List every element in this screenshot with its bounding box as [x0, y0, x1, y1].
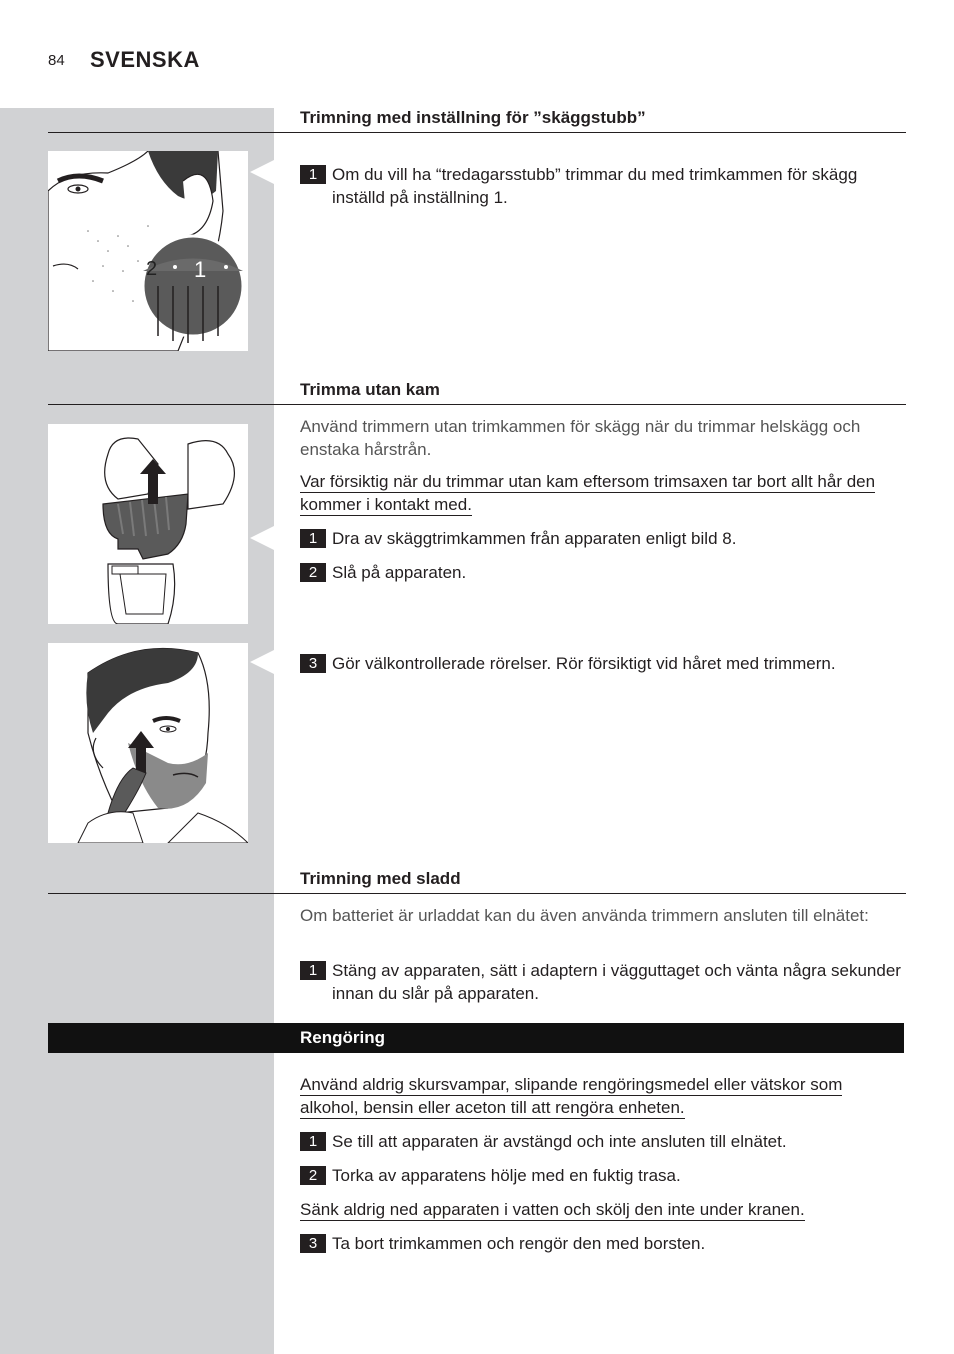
- step-number: 2: [300, 1166, 326, 1185]
- remove-comb-illustration: [48, 424, 248, 624]
- section-rule: [48, 893, 906, 894]
- warning-paragraph: [300, 1073, 904, 1119]
- step-number: 1: [300, 961, 326, 980]
- pointer-notch: [250, 160, 274, 184]
- step-text: Om du vill ha “tredagarsstubb” trimmar du med trimkammen för skägg inställd på inställning 1.: [332, 165, 858, 207]
- step-number: 3: [300, 654, 326, 673]
- warning-paragraph: [300, 470, 904, 516]
- warning-paragraph: [300, 1198, 904, 1221]
- page-number: 84: [48, 52, 65, 69]
- intro-paragraph: Om batteriet är urladdat kan du även använda trimmern ansluten till elnätet:: [300, 906, 869, 925]
- step-number: 2: [300, 563, 326, 582]
- intro-paragraph: Använd trimmern utan trimkammen för skägg när du trimmar helskägg och enstaka hårstrån.: [300, 417, 861, 459]
- step-text: Stäng av apparaten, sätt i adaptern i vägguttaget och vänta några sekunder innan du slår på apparaten.: [332, 961, 901, 1003]
- step-text: Gör välkontrollerade rörelser. Rör försiktigt vid håret med trimmern.: [332, 654, 836, 673]
- step-text: Dra av skäggtrimkammen från apparaten enligt bild 8.: [332, 529, 737, 548]
- section-title-corded: Trimning med sladd: [300, 869, 461, 888]
- section-title-cleaning: Rengöring: [300, 1028, 385, 1047]
- setting-label-1: 1: [194, 257, 207, 282]
- step-1: [300, 959, 906, 1005]
- section-title-stubble: Trimning med inställning för ”skäggstubb”: [300, 108, 646, 127]
- step-number: 1: [300, 529, 326, 548]
- section-rule: [48, 404, 906, 405]
- step-text: Slå på apparaten.: [332, 563, 467, 582]
- step-1: [300, 163, 906, 209]
- step-2: [300, 1164, 906, 1187]
- step-number: 1: [300, 1132, 326, 1151]
- face-stubble-illustration: [48, 151, 248, 351]
- illustration-stubble: [48, 151, 248, 351]
- step-text: Ta bort trimkammen och rengör den med borsten.: [332, 1234, 706, 1253]
- step-text: Se till att apparaten är avstängd och inte ansluten till elnätet.: [332, 1132, 787, 1151]
- illustration-remove-comb: [48, 424, 248, 624]
- step-text: Torka av apparatens hölje med en fuktig trasa.: [332, 1166, 681, 1185]
- step-1: [300, 1130, 906, 1153]
- language-heading: SVENSKA: [90, 47, 200, 72]
- trimming-face-illustration: [48, 643, 248, 843]
- warning-text: Sänk aldrig ned apparaten i vatten och skölj den inte under kranen.: [300, 1200, 805, 1219]
- step-3: [300, 1232, 906, 1255]
- section-band-cleaning: [48, 1023, 904, 1053]
- step-number: 3: [300, 1234, 326, 1253]
- step-2: [300, 561, 906, 584]
- illustration-trimming: [48, 643, 248, 843]
- step-3: [300, 652, 906, 675]
- pointer-notch: [250, 650, 274, 674]
- pointer-notch: [250, 526, 274, 550]
- warning-text: Använd aldrig skursvampar, slipande rengöringsmedel eller vätskor som alkohol, bensin eller aceton till att rengöra enheten.: [300, 1075, 843, 1117]
- step-number: 1: [300, 165, 326, 184]
- setting-label-2: 2: [146, 258, 158, 280]
- section-title-no-comb: Trimma utan kam: [300, 380, 440, 399]
- step-1: [300, 527, 906, 550]
- warning-text: Var försiktig när du trimmar utan kam eftersom trimsaxen tar bort allt hår den kommer i kontakt med.: [300, 472, 876, 514]
- section-rule: [48, 132, 906, 133]
